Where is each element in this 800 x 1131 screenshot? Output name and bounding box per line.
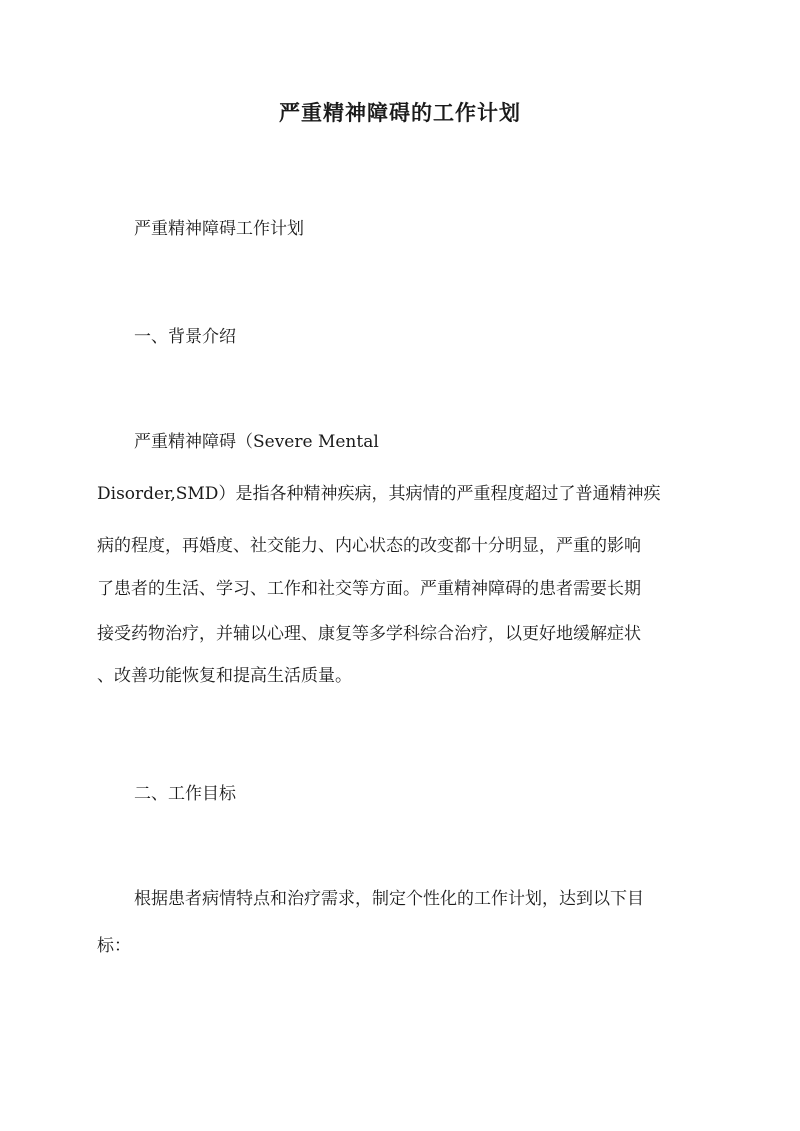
- paragraph-line: 接受药物治疗，并辅以心理、康复等多学科综合治疗，以更好地缓解症状: [97, 624, 641, 644]
- section-heading-goals: 二、工作目标: [134, 784, 236, 804]
- paragraph-line: 根据患者病情特点和治疗需求，制定个性化的工作计划，达到以下目: [134, 889, 644, 909]
- section-heading-background: 一、背景介绍: [134, 327, 236, 347]
- paragraph-line: 标：: [97, 936, 131, 956]
- paragraph-line: 病的程度，再婚度、社交能力、内心状态的改变都十分明显，严重的影响: [97, 536, 641, 556]
- paragraph-line: 了患者的生活、学习、工作和社交等方面。严重精神障碍的患者需要长期: [97, 579, 641, 599]
- paragraph-line: Disorder,SMD）是指各种精神疾病，其病情的严重程度超过了普通精神疾: [97, 484, 661, 504]
- paragraph-line: 严重精神障碍（Severe Mental: [134, 432, 379, 452]
- paragraph-line: 、改善功能恢复和提高生活质量。: [97, 666, 352, 686]
- document-title: 严重精神障碍的工作计划: [279, 100, 521, 125]
- document-subtitle: 严重精神障碍工作计划: [134, 219, 304, 239]
